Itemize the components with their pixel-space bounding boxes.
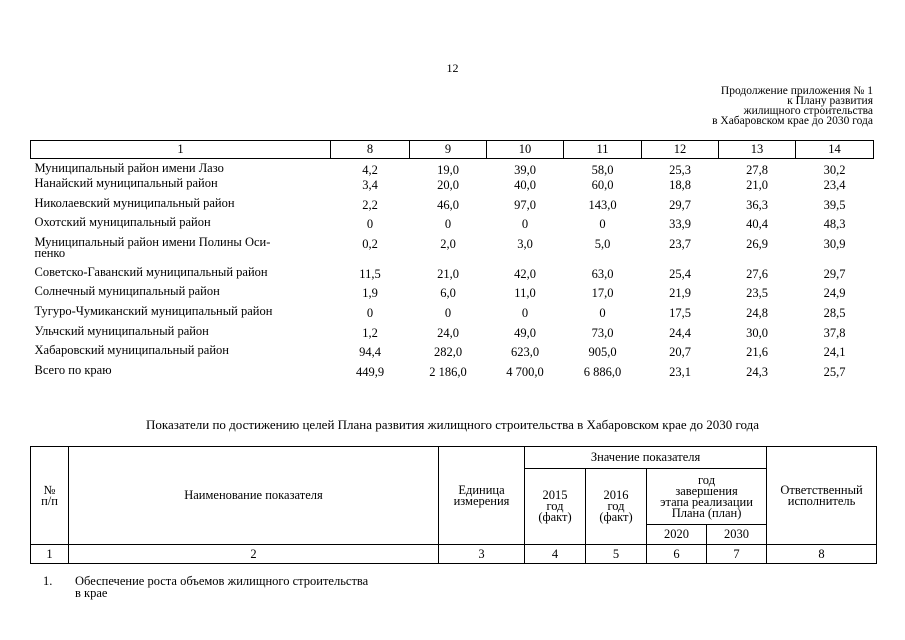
table-cell: 6 886,0 [583, 364, 622, 379]
table-cell: 63,0 [591, 266, 614, 281]
district-name: Муниципальный район имени Лазо [34, 161, 224, 175]
column-number-row [31, 545, 877, 564]
district-name: Советско-Гаванский муниципальный район [34, 264, 268, 279]
table-cell: 27,8 [746, 163, 768, 177]
column-header: 9 [410, 141, 487, 159]
header-2030: 2030 [707, 525, 767, 545]
table-cell: 30,9 [823, 236, 846, 251]
table-cell: 30,2 [823, 163, 846, 177]
table-row [31, 365, 874, 385]
table-cell: 0 [521, 217, 529, 232]
column-number: 2 [69, 545, 439, 564]
table-cell: 0 [366, 306, 374, 321]
table-cell: 25,3 [669, 163, 691, 177]
table-cell: 19,0 [437, 163, 459, 177]
table-cell: 17,0 [591, 286, 614, 301]
header-indicator-name: Наименование показателя [69, 447, 439, 545]
table-cell: 46,0 [437, 197, 459, 212]
appendix-line: жилищного строительства [743, 105, 873, 117]
table-cell: 97,0 [514, 197, 536, 212]
district-name: Солнечный муниципальный район [34, 284, 220, 299]
table-cell: 11,0 [514, 286, 536, 301]
district-table [30, 140, 874, 384]
table-cell: 2,2 [362, 197, 378, 212]
table-cell: 2,0 [440, 236, 456, 251]
column-number: 3 [439, 545, 525, 564]
column-number: 8 [767, 545, 877, 564]
table-cell: 39,5 [823, 197, 846, 212]
appendix-note [712, 86, 873, 126]
table-cell: 23,1 [669, 364, 691, 379]
district-name: Нанайский муниципальный район [34, 176, 218, 191]
table-cell: 24,3 [746, 364, 768, 379]
column-number: 4 [525, 545, 586, 564]
district-name: Муниципальный район имени Полины Оси- пенко [34, 234, 271, 260]
table-cell: 5,0 [594, 236, 611, 251]
header-2015: 2015 год (факт) [525, 469, 586, 545]
table-cell: 0 [366, 217, 374, 232]
header-unit: Единица измерения [439, 447, 525, 545]
table-cell: 28,5 [823, 306, 846, 321]
page-number: 12 [446, 61, 459, 75]
header-2020: 2020 [647, 525, 707, 545]
header-stage: год завершения этапа реализации Плана (план) [647, 469, 767, 525]
table-cell: 24,8 [746, 306, 768, 321]
header-2016: 2016 год (факт) [586, 469, 647, 545]
table-cell: 0 [599, 217, 606, 232]
table-row [31, 345, 874, 365]
table-cell: 26,9 [746, 236, 768, 251]
district-name: Хабаровский муниципальный район [34, 343, 229, 358]
table-cell: 40,0 [514, 178, 536, 193]
table-cell: 73,0 [591, 325, 614, 340]
table-row [31, 217, 874, 237]
table-cell: 25,4 [669, 266, 691, 281]
table-cell: 24,9 [823, 286, 846, 301]
table-cell: 42,0 [514, 266, 536, 281]
table-cell: 17,5 [669, 306, 691, 321]
section-text: Обеспечение роста объемов жилищного строительства в крае [75, 574, 369, 600]
column-number: 5 [586, 545, 647, 564]
table-cell: 0 [444, 306, 452, 321]
district-name: Охотский муниципальный район [34, 215, 211, 230]
column-header: 1 [31, 141, 331, 159]
appendix-line: в Хабаровском крае до 2030 года [712, 115, 873, 127]
section-number: 1. [43, 574, 53, 588]
district-name: Тугуро-Чумиканский муниципальный район [34, 304, 273, 319]
table-cell: 36,3 [746, 197, 768, 212]
table-cell: 33,9 [669, 217, 691, 232]
table-cell: 29,7 [823, 266, 846, 281]
indicators-table [30, 446, 877, 564]
column-header: 8 [331, 141, 410, 159]
header-num: № п/п [31, 447, 69, 545]
table-cell: 4,2 [362, 163, 378, 177]
header-responsible: Ответственный исполнитель [767, 447, 877, 545]
district-name: Всего по краю [34, 362, 112, 377]
column-number: 1 [31, 545, 69, 564]
table-cell: 24,0 [437, 325, 459, 340]
table-cell: 905,0 [588, 345, 617, 360]
table-cell: 37,8 [823, 325, 846, 340]
table-row [31, 178, 874, 198]
table-cell: 21,0 [437, 266, 459, 281]
column-header: 10 [487, 141, 564, 159]
indicators-title: Показатели по достижению целей Плана развития жилищного строительства в Хабаровском крае до 2030 года [145, 417, 760, 432]
district-name: Ульчский муниципальный район [34, 323, 209, 338]
table-cell: 2 186,0 [429, 364, 467, 379]
table-cell: 4 700,0 [506, 364, 544, 379]
table-cell: 23,4 [823, 178, 846, 193]
table-row [31, 306, 874, 326]
column-number: 6 [647, 545, 707, 564]
table-cell: 48,3 [823, 217, 846, 232]
table-cell: 3,4 [362, 178, 378, 193]
table-cell: 30,0 [746, 325, 768, 340]
table-cell: 60,0 [591, 178, 614, 193]
table-cell: 25,7 [823, 364, 846, 379]
table-cell: 18,8 [669, 178, 691, 193]
appendix-line: к Плану развития [787, 95, 873, 107]
table-cell: 20,7 [669, 345, 691, 360]
table-cell: 0 [599, 306, 606, 321]
table-cell: 0 [444, 217, 452, 232]
column-number: 7 [707, 545, 767, 564]
table-cell: 21,0 [746, 178, 768, 193]
table-cell: 21,9 [669, 286, 691, 301]
table-cell: 20,0 [437, 178, 459, 193]
table-cell: 49,0 [514, 325, 536, 340]
table-cell: 282,0 [433, 345, 463, 360]
table-cell: 143,0 [588, 197, 617, 212]
table-cell: 449,9 [355, 364, 385, 379]
column-header: 12 [642, 141, 719, 159]
table-cell: 24,4 [669, 325, 691, 340]
table-cell: 24,1 [823, 345, 846, 360]
appendix-line: Продолжение приложения № 1 [720, 85, 873, 97]
table-cell: 1,9 [362, 286, 378, 301]
table-cell: 11,5 [359, 266, 381, 281]
column-header: 14 [796, 141, 874, 159]
column-header: 11 [564, 141, 642, 159]
table-cell: 6,0 [440, 286, 456, 301]
district-name: Николаевский муниципальный район [34, 195, 235, 210]
table-row [31, 237, 874, 267]
table-cell: 3,0 [517, 236, 533, 251]
table-cell: 40,4 [746, 217, 768, 232]
table-cell: 27,6 [746, 266, 768, 281]
table-cell: 23,5 [746, 286, 768, 301]
table-cell: 21,6 [746, 345, 768, 360]
table-cell: 58,0 [591, 163, 614, 177]
header-value: Значение показателя [525, 447, 767, 469]
column-header: 13 [719, 141, 796, 159]
table-cell: 1,2 [362, 325, 378, 340]
table-cell: 23,7 [669, 236, 691, 251]
table-cell: 0 [521, 306, 529, 321]
table-cell: 29,7 [669, 197, 691, 212]
table-cell: 0,2 [362, 236, 378, 251]
table-header-row [31, 141, 874, 159]
table-cell: 623,0 [510, 345, 540, 360]
table-cell: 94,4 [359, 345, 381, 360]
table-cell: 39,0 [514, 163, 536, 177]
